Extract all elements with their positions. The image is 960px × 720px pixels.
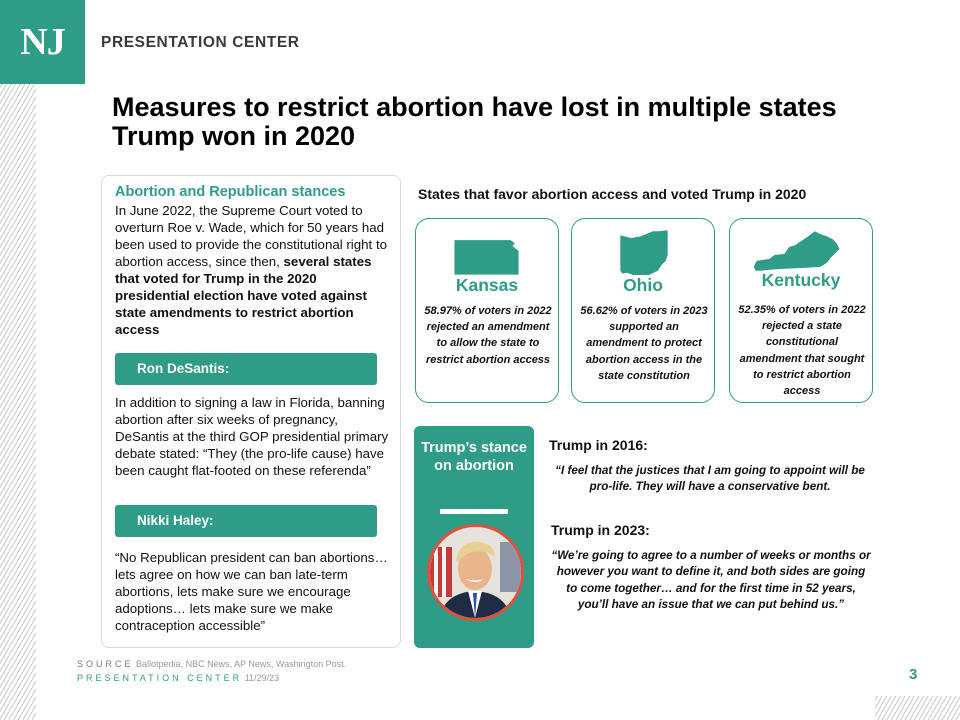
panel-intro bbox=[115, 202, 395, 338]
quote-heading-2016: Trump in 2016: bbox=[549, 437, 648, 453]
state-description: 56.62% of voters in 2023 supported an amendment to protect abortion access in the state constitution bbox=[580, 305, 708, 382]
credit-line bbox=[77, 673, 279, 683]
divider bbox=[440, 509, 508, 514]
source-label: SOURCE bbox=[77, 659, 134, 669]
brand-name: PRESENTATION CENTER bbox=[101, 34, 300, 51]
state-description: 52.35% of voters in 2022 rejected a state constitutional amendment that sought to restrict abortion access bbox=[738, 304, 866, 398]
ohio-map-icon bbox=[572, 227, 714, 275]
state-name: Ohio bbox=[623, 275, 663, 295]
haley-label: Nikki Haley: bbox=[115, 505, 377, 537]
republican-stances-panel bbox=[101, 175, 401, 648]
desantis-statement: In addition to signing a law in Florida, banning abortion after six weeks of pregnancy, DeSantis at the third GOP presidential primary debate stated: “They (the pro-life cause) have been caught flat-footed on these referenda” bbox=[115, 395, 389, 478]
decorative-hatching-bottom-right bbox=[875, 696, 960, 720]
trump-box-title: Trump’s stance on abortion bbox=[421, 440, 527, 474]
haley-statement: “No Republican president can ban abortions… lets agree on how we can ban late-term abortions, lets make sure we encourage adoptions… lets make sure we make contraception accessible” bbox=[115, 550, 388, 633]
panel-title: Abortion and Republican stances bbox=[115, 184, 346, 200]
desantis-label: Ron DeSantis: bbox=[115, 353, 377, 385]
panel-intro-emphasis: several states that voted for Trump in the 2020 presidential election have voted against state amendments to restrict abortion access bbox=[115, 254, 372, 337]
portrait-illustration bbox=[430, 527, 521, 618]
panel-intro-text: In June 2022, the Supreme Court voted to overturn Roe v. Wade, which for 50 years had been used to provide the constitutional right to abortion access, since then, bbox=[115, 203, 388, 269]
state-card-kentucky bbox=[729, 218, 873, 403]
nj-logo[interactable]: NJ bbox=[0, 0, 85, 84]
page-number: 3 bbox=[909, 666, 918, 683]
trump-portrait bbox=[427, 524, 524, 621]
decorative-hatching-left bbox=[0, 84, 36, 720]
states-heading: States that favor abortion access and voted Trump in 2020 bbox=[418, 186, 807, 202]
source-text: Ballotpedia, NBC News, AP News, Washington Post. bbox=[136, 659, 347, 669]
trump-stance-box bbox=[414, 426, 534, 648]
state-card-ohio bbox=[571, 218, 715, 403]
source-line bbox=[77, 659, 346, 669]
quote-2023: “We’re going to agree to a number of weeks or months or however you want to define it, and both sides are going to come together… and for the first time in 52 years, you’ll have an issue that we can put behind us.” bbox=[551, 549, 871, 611]
state-name: Kansas bbox=[455, 275, 519, 295]
kentucky-map-icon bbox=[730, 227, 872, 275]
page-title: Measures to restrict abortion have lost in multiple states Trump won in 2020 bbox=[112, 92, 837, 151]
state-name: Kentucky bbox=[761, 270, 841, 290]
kansas-map-icon bbox=[416, 227, 558, 275]
state-card-kansas bbox=[415, 218, 559, 403]
presentation-center-label: PRESENTATION CENTER bbox=[77, 673, 243, 683]
quote-heading-2023: Trump in 2023: bbox=[551, 522, 650, 538]
state-description: 58.97% of voters in 2022 rejected an amendment to allow the state to restrict abortion access bbox=[424, 305, 552, 366]
footer-date: 11/29/23 bbox=[244, 673, 280, 683]
quote-2016: “I feel that the justices that I am going to appoint will be pro-life. They will have a conservative bent. bbox=[555, 464, 865, 494]
